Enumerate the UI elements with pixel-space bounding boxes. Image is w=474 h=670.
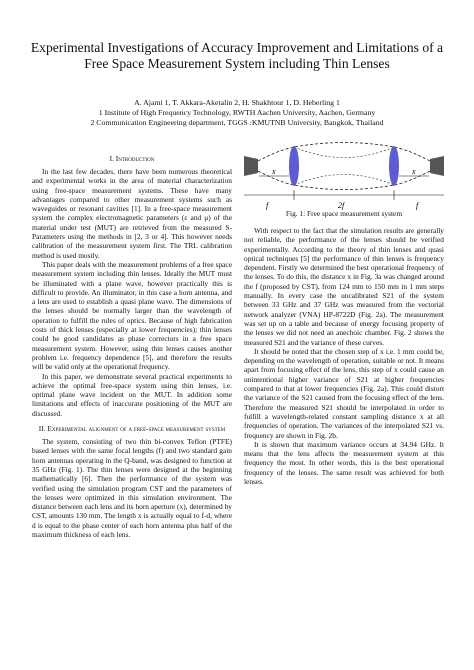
label-f-left: f <box>266 201 269 210</box>
section-heading-experimental: II. Experimental alignment of a free-space measurement system <box>38 424 226 434</box>
right-paragraph-1: With respect to the fact that the simulation results are generally not reliable, the performance of the lenses should be verified experimentally. According to the theory of thin lenses and quasi optical techniques [5] the performance of thin lenses is frequency dependent. Firstly we determined the best operational frequency of the lenses. To do this, the distance x in Fig. 3a was changed around the f (proposed by CST), from 124 mm to 150 mm in 1 mm steps manually. In every case the uncalibrated S21 of the system between 33 GHz and 37 GHz was measured from the vectorial network analyzer (VNA) HP-8722D (Fig. 2a). The measurement was set up on a table and because of energy focusing property of the lenses we did not need an anechoic chamber. Fig. 2 shows the measured S21 and the variance of these curves. <box>244 226 444 347</box>
author-names: A. Ajami 1, T. Akkara-Aketalin 2, H. Shakhtour 1, D. Heberling 1 <box>134 98 340 107</box>
beam-envelope-lower <box>258 171 430 190</box>
right-paragraph-2: It should be noted that the chosen step of x i.e. 1 mm could be, depending on the wavelength of operation, suitable or not. It means apart from focusing effect of the lens, this step of x could cause an unintentional higher variance of S21 at higher frequencies compared to that at lower frequencies (Fig. 2a). This could distort the variance of the S21 caused from the focusing effect of the lens. Therefore the measured S21 should be interpolated in order to fulfill a wavelength-related constant sampling distance x at all frequencies of operation. The variances of the interpolated S21 vs. frequency are shown in Fig. 2b. <box>244 346 444 440</box>
experimental-paragraph-1: The system, consisting of two thin bi-convex Teflon (PTFE) based lenses with the same focal lengths (f) and two standard gain horn antennas operating in the Q-band, was designed to function at 35 GHz (Fig. 1). The thin lenses were designed at the beginning mathematically [6]. Then the performance of the system was verified using the simulation program CST and the parameters of the lenses were optimized in this simulation environment. The distance between each lens and its horn aperture (x), determined by CST, amounts 130 mm. The length x is actually equal to f-d, where d is equal to the phase center of each horn antenna plus half of the maximum thickness of each lens. <box>32 437 232 539</box>
affiliation-2: 2 Communication Engineering department, TGGS :KMUTNB University, Bangkok, Thailand <box>90 118 384 127</box>
label-x-left: x <box>272 167 276 176</box>
intro-paragraph-1: In the last few decades, there have been numerous theoretical and experimental works in the area of material characterization using free-space measurement systems. These have many advantages compared to other measurement systems such as waveguides or resonant cavities [1]. In a free-space measurement system the complex electromagnetic parameters (ε and μ) of the material under test (MUT) are retrieved from the measured S-Parameters using the methods in [2, 3 or 4]. This however needs calibration of the measurement system first. The TRL calibration method is used mostly. <box>32 167 232 260</box>
left-lens <box>289 146 299 186</box>
paper-title: Experimental Investigations of Accuracy Improvement and Limitations of a Free Space Measurement System including Thin Lenses <box>30 40 444 71</box>
section-heading-introduction: I. Introduction <box>109 154 155 163</box>
right-paragraph-3: It is shown that maximum variance occurs at 34.94 GHz. It means that the lens affects the measurement system at this frequency the most. In other words, this is the best operational frequency of the lenses. The same result was achieved for both lenses. <box>244 439 444 487</box>
affiliation-1: 1 Institute of High Frequency Technology, RWTH Aachen University, Aachen, Germany <box>98 108 376 117</box>
right-lens <box>389 146 399 186</box>
authors-block <box>30 98 444 128</box>
beam-waist-lower <box>294 175 394 186</box>
left-horn-antenna <box>244 156 258 176</box>
label-x-right: x <box>412 167 416 176</box>
right-horn-antenna <box>430 156 444 176</box>
system-diagram <box>244 140 444 214</box>
label-f-right: f <box>416 201 419 210</box>
beam-waist-upper <box>294 147 394 158</box>
intro-paragraph-3: In this paper, we demonstrate several practical experiments to achieve the optimal free-space system using thin lenses, i.e. optimal plane wave incident on the MUT. In addition some limitations and effects of inaccurate positioning of the MUT are discussed. <box>32 371 232 418</box>
beam-envelope-upper <box>258 143 430 162</box>
figure-caption: Fig. 1: Free space measurement system <box>285 209 403 218</box>
intro-paragraph-2: This paper deals with the measurement problems of a free space measurement system including thin lenses. Ideally the MUT must be illuminated with a plane wave, however practically this is difficult to provide. An illuminator, in this case a horn antenna, and a lens are used to establish a quasi plane wave. The dimensions of the lenses should be normally larger than the wavelength of operation to fulfill the rules of optics. Because of high fabrication costs of thick lenses (especially at lower frequencies); thin lenses could be good candidates as phase correctors in a free space measurement system. However, using thin lenses causes another problem i.e. frequency dependence [5], and therefore the results will be valid only at the operational frequency. <box>32 259 232 372</box>
label-2f: 2f <box>338 201 345 210</box>
right-column <box>244 226 444 486</box>
left-column <box>32 152 232 539</box>
